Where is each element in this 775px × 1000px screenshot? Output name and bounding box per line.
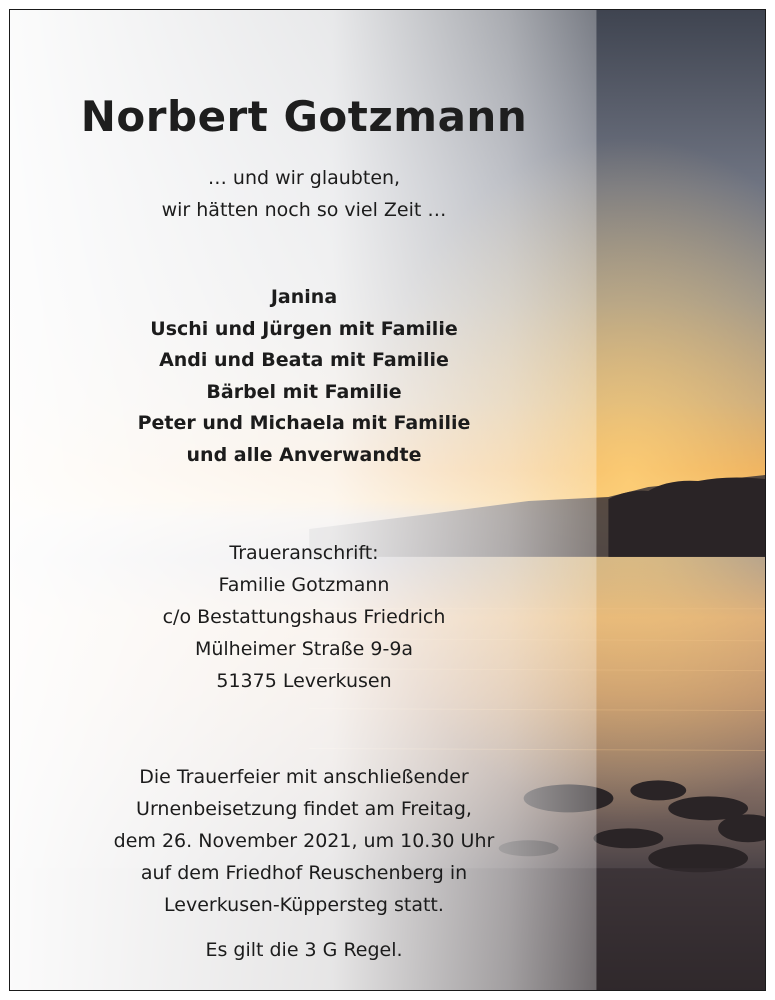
address-line: Mülheimer Straße 9-9a [194,638,414,660]
address-line: Familie Gotzmann [218,574,390,596]
ceremony-line: dem 26. November 2021, um 10.30 Uhr [113,830,495,852]
mourner: und alle Anverwandte [186,443,422,466]
text-column [10,10,598,990]
quote [10,162,598,226]
ceremony-line: Urnenbeisetzung findet am Freitag, [136,798,472,820]
mourner: Andi und Beata mit Familie [159,349,449,371]
ceremony-line: Die Trauerfeier mit anschließender [139,766,469,788]
deceased-name: Norbert Gotzmann [80,92,528,141]
mourner: Janina [270,286,338,308]
quote-line: wir hätten noch so viel Zeit … [161,199,447,221]
address-line: c/o Bestattungshaus Friedrich [162,606,446,628]
address-line: 51375 Leverkusen [216,670,392,692]
ceremony-details [10,761,598,921]
ceremony-line: auf dem Friedhof Reuschenberg in [140,862,468,884]
mourner: Bärbel mit Familie [206,380,402,403]
address-line: Traueranschrift: [229,542,379,564]
mourning-address [10,537,598,697]
mourner: Uschi und Jürgen mit Familie [150,317,458,340]
covid-rule-note: Es gilt die 3 G Regel. [205,939,403,961]
quote-line: … und wir glaubten, [207,167,401,189]
mourner: Peter und Michaela mit Familie [137,412,471,434]
obituary-card [9,9,766,991]
ceremony-line: Leverkusen-Küppersteg statt. [164,894,444,916]
mourners-list [10,282,598,471]
